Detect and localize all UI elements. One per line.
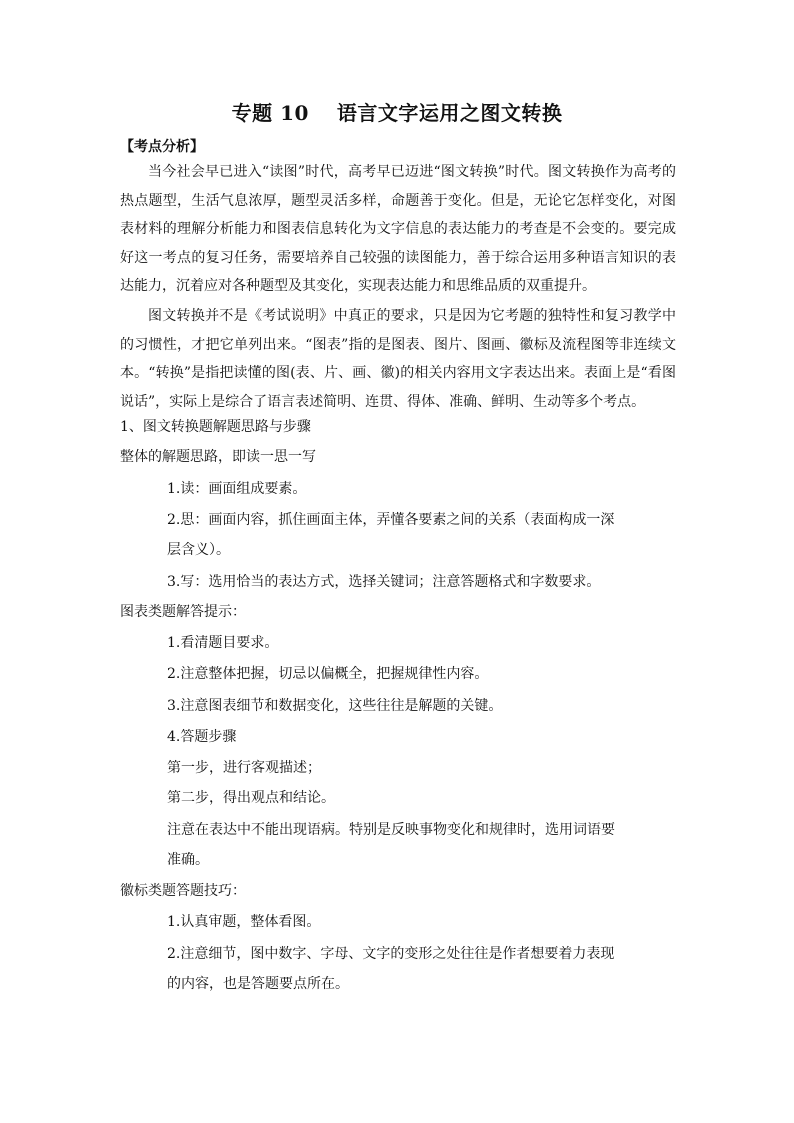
text-line: 1.读：画面组成要素。 [167, 481, 307, 497]
section-heading: 【考点分析】 [120, 139, 204, 155]
text-line: 图表类题解答提示： [120, 604, 246, 620]
paragraph-explanation: 图文转换并不是《考试说明》中真正的要求，只是因为它考题的独特性和复习教学中的习惯性，才把它单列出来。“图表”指的是图表、图片、图画、徽标及流程图等非连续文本。“转换”是指把读懂的图(表、片、画、徽)的相关内容用文字表达出来。表面上是“看图说话”，实际上是综合了语言表述简明、连贯、得体、准确、鲜明、生动等多个考点。 [120, 308, 676, 410]
text-line: 第一步，进行客观描述； [167, 760, 321, 776]
text-line: 2.注意整体把握，切忌以偏概全，把握规律性内容。 [167, 666, 489, 682]
subsection-heading: 1、图文转换题解题思路与步骤 [120, 419, 311, 435]
text-line: 1.认真审题，整体看图。 [167, 914, 321, 930]
text-line: 1.看清题目要求。 [167, 635, 279, 651]
text-line: 4.答题步骤 [167, 729, 237, 745]
text-line: 3.写：选用恰当的表达方式，选择关键词；注意答题格式和字数要求。 [167, 574, 601, 590]
text-line: 的内容，也是答题要点所在。 [167, 976, 349, 992]
text-line: 2.思：画面内容，抓住画面主体，弄懂各要素之间的关系（表面构成一深 [167, 512, 615, 528]
text-line: 徽标类题答题技巧： [120, 883, 246, 899]
document-title: 专题 10 语言文字运用之图文转换 [231, 101, 563, 125]
text-line: 准确。 [167, 852, 209, 868]
text-line: 注意在表达中不能出现语病。特别是反映事物变化和规律时，选用词语要 [167, 822, 615, 838]
text-line: 第二步，得出观点和结论。 [167, 790, 335, 806]
text-line: 整体的解题思路，即读一思一写 [120, 449, 316, 465]
text-line: 3.注意图表细节和数据变化，这些往往是解题的关键。 [167, 698, 503, 714]
text-line: 2.注意细节，图中数字、字母、文字的变形之处往往是作者想要着力表现 [167, 946, 615, 962]
text-line: 层含义）。 [167, 542, 230, 558]
paragraph-intro: 当今社会早已进入“读图”时代，高考早已迈进“图文转换”时代。图文转换作为高考的热点题型，生活气息浓厚，题型灵活多样，命题善于变化。但是，无论它怎样变化，对图表材料的理解分析能力和图表信息转化为文字信息的表达能力的考查是不会变的。要完成好这一考点的复习任务，需要培养自己较强的读图能力，善于综合运用多种语言知识的表达能力，沉着应对各种题型及其变化，实现表达能力和思维品质的双重提升。 [120, 164, 676, 295]
